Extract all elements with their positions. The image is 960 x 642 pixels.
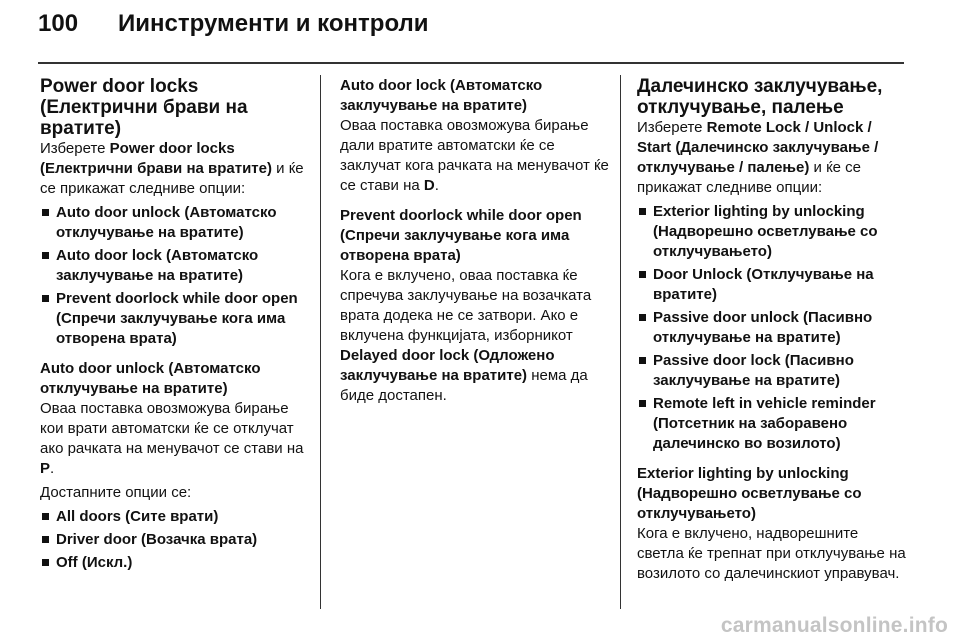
list-item bbox=[637, 202, 909, 262]
intro-text bbox=[40, 139, 312, 199]
body-text bbox=[340, 266, 612, 406]
body-text-plain: . bbox=[434, 177, 439, 194]
intro-text-bold: Remote Lock / Unlock / Start (Далечинско заклучување / отклучување / палење) bbox=[637, 119, 879, 176]
bullet-square-icon bbox=[42, 536, 49, 543]
section-title-power-door-locks: Power door locks (Електрични брави на вратите) bbox=[40, 76, 248, 139]
bullet-square-icon bbox=[42, 559, 49, 566]
intro-text-plain: и ќе се прикажат следниве опции: bbox=[40, 160, 304, 197]
list-item-label: Remote left in vehicle reminder (Потсетник на заборавено далечинско во возилото) bbox=[653, 395, 876, 452]
list-item-label: Exterior lighting by unlocking (Надворешно осветлување со отклучувањето) bbox=[653, 203, 878, 260]
list-item bbox=[40, 530, 312, 550]
bullet-square-icon bbox=[639, 400, 646, 407]
column-1 bbox=[40, 76, 312, 579]
page-number: 100 bbox=[38, 10, 79, 37]
body-text-plain: нема да биде достапен. bbox=[340, 367, 588, 404]
intro-text bbox=[637, 118, 909, 198]
bullet-square-icon bbox=[42, 252, 49, 259]
list-item-label: Door Unlock (Отклучување на вратите) bbox=[653, 266, 874, 303]
body-text-plain: . bbox=[50, 460, 55, 477]
list-item bbox=[637, 265, 909, 305]
body-text bbox=[40, 399, 312, 479]
column-2 bbox=[340, 76, 612, 406]
list-item bbox=[40, 289, 312, 349]
list-item bbox=[40, 246, 312, 286]
subsection-title-auto-door-unlock: Auto door unlock (Автоматско отклучување на вратите) bbox=[40, 360, 261, 397]
watermark: carmanualsonline.info bbox=[720, 614, 948, 637]
subsection-title-exterior-lighting: Exterior lighting by unlocking (Надворешно осветлување со отклучувањето) bbox=[637, 465, 862, 522]
list-item-label: Prevent doorlock while door open (Спречи заклучување кога има отворена врата) bbox=[56, 290, 298, 347]
page-header bbox=[38, 10, 904, 50]
bullet-square-icon bbox=[42, 209, 49, 216]
header-rule bbox=[38, 62, 904, 64]
list-item bbox=[40, 553, 312, 573]
list-item-label: Auto door lock (Автоматско заклучување на вратите) bbox=[56, 247, 259, 284]
bullet-square-icon bbox=[639, 357, 646, 364]
page-heading: Иинструменти и контроли bbox=[118, 10, 429, 37]
list-item-label: Passive door unlock (Пасивно отклучување на вратите) bbox=[653, 309, 873, 346]
body-text: Кога е вклучено, надворешните светла ќе трепнат при отклучување на возилото со далечинскиот управувач. bbox=[637, 525, 906, 582]
body-text-plain: Кога е вклучено, оваа поставка ќе спречува заклучување на возачката врата додека не се затвори. Ако е вклучена функцијата, изборникот bbox=[340, 267, 592, 344]
list-item bbox=[637, 394, 909, 454]
bullet-square-icon bbox=[639, 208, 646, 215]
body-text-plain: Оваа поставка овозможува бирање дали вратите автоматски ќе се заклучат кога рачката на менувачот ќе се стави на bbox=[340, 117, 609, 194]
available-options-label: Достапните опции се: bbox=[40, 484, 192, 501]
list-item-label: Driver door (Возачка врата) bbox=[56, 531, 258, 548]
list-item-label: Passive door lock (Пасивно заклучување на вратите) bbox=[653, 352, 854, 389]
list-item bbox=[637, 308, 909, 348]
intro-text-plain: Изберете bbox=[40, 140, 110, 157]
body-text-plain: Оваа поставка овозможува бирање кои врати автоматски ќе се отклучат ако рачката на менувачот се стави на bbox=[40, 400, 304, 457]
body-text-bold: P bbox=[40, 460, 51, 477]
list-item bbox=[637, 351, 909, 391]
body-text-bold: Delayed door lock (Одложено заклучување на вратите) bbox=[340, 347, 555, 384]
intro-text-plain: Изберете bbox=[637, 119, 707, 136]
available-option-list bbox=[40, 507, 312, 573]
subsection-title-prevent-doorlock: Prevent doorlock while door open (Спречи заклучување кога има отворена врата) bbox=[340, 207, 582, 264]
list-item-label: Off (Искл.) bbox=[56, 554, 133, 571]
option-list bbox=[40, 203, 312, 349]
bullet-square-icon bbox=[639, 271, 646, 278]
bullet-square-icon bbox=[42, 513, 49, 520]
bullet-square-icon bbox=[639, 314, 646, 321]
intro-text-bold: Power door locks (Електрични брави на вратите) bbox=[40, 140, 272, 177]
section-title-remote-lock: Далечинско заклучување, отклучување, палење bbox=[637, 76, 883, 118]
list-item-label: Auto door unlock (Автоматско отклучување на вратите) bbox=[56, 204, 277, 241]
column-3 bbox=[637, 76, 909, 584]
intro-text-plain: и ќе се прикажат следниве опции: bbox=[637, 159, 862, 196]
bullet-square-icon bbox=[42, 295, 49, 302]
column-divider bbox=[620, 75, 621, 609]
column-divider bbox=[320, 75, 321, 609]
subsection-title-auto-door-lock: Auto door lock (Автоматско заклучување на вратите) bbox=[340, 77, 543, 114]
list-item bbox=[40, 507, 312, 527]
body-text-bold: D bbox=[423, 177, 435, 194]
list-item bbox=[40, 203, 312, 243]
list-item-label: All doors (Сите врати) bbox=[56, 508, 219, 525]
body-text bbox=[340, 116, 612, 196]
option-list bbox=[637, 202, 909, 454]
